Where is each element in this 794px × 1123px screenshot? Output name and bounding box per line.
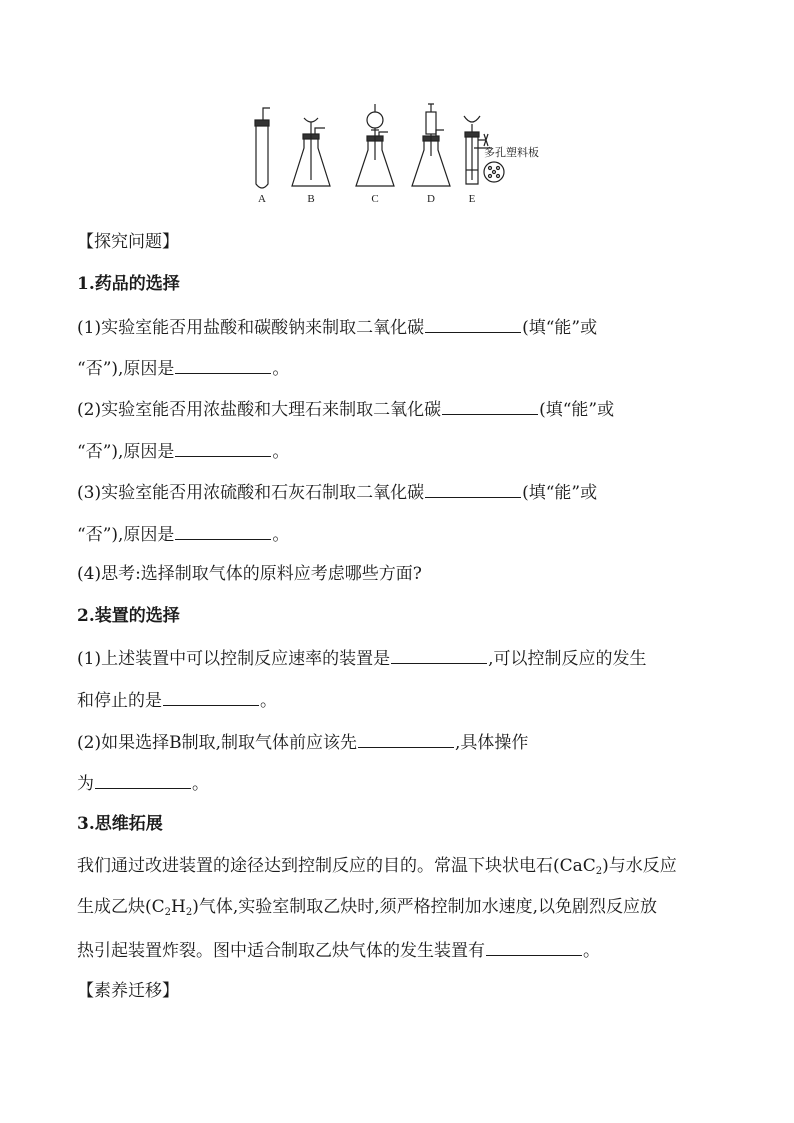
label-a: A bbox=[258, 193, 266, 205]
answer-blank[interactable] bbox=[358, 731, 454, 748]
paragraph-3-line-3: 热引起装置炸裂。图中适合制取乙炔气体的发生装置有 。 bbox=[77, 941, 600, 961]
label-d: D bbox=[427, 193, 435, 205]
section-3-title: 3.思维拓展 bbox=[77, 814, 163, 834]
label-e: E bbox=[468, 193, 476, 205]
question-2-1-cont: 和停止的是 。 bbox=[77, 691, 277, 711]
question-1-4: (4)思考:选择制取气体的原料应考虑哪些方面? bbox=[77, 564, 422, 584]
answer-blank[interactable] bbox=[95, 772, 191, 789]
paragraph-3-line-1: 我们通过改进装置的途径达到控制反应的目的。常温下块状电石(CaC$_2$)与水反应 bbox=[77, 856, 677, 877]
question-2-2: (2)如果选择B制取,制取气体前应该先 ,具体操作 bbox=[77, 733, 529, 753]
question-1-1-cont: “否”),原因是 。 bbox=[77, 359, 290, 379]
answer-blank[interactable] bbox=[425, 481, 521, 498]
apparatus-d-flask-icon bbox=[412, 104, 450, 186]
answer-blank[interactable] bbox=[442, 398, 538, 415]
section-1-title: 1.药品的选择 bbox=[77, 274, 180, 294]
question-1-1: (1)实验室能否用盐酸和碳酸钠来制取二氧化碳 (填“能”或 bbox=[77, 318, 598, 338]
answer-blank[interactable] bbox=[425, 316, 521, 333]
section-2-title: 2.装置的选择 bbox=[77, 606, 180, 626]
apparatus-figure bbox=[230, 100, 560, 208]
question-1-2: (2)实验室能否用浓盐酸和大理石来制取二氧化碳 (填“能”或 bbox=[77, 400, 615, 420]
section-transfer-heading: 【素养迁移】 bbox=[77, 981, 179, 1001]
porous-plate-annotation: 多孔塑料板 bbox=[484, 146, 539, 159]
answer-blank[interactable] bbox=[391, 647, 487, 664]
question-1-3-cont: “否”),原因是 。 bbox=[77, 525, 290, 545]
question-2-2-cont: 为 。 bbox=[77, 774, 209, 794]
answer-blank[interactable] bbox=[175, 440, 271, 457]
answer-blank[interactable] bbox=[175, 357, 271, 374]
answer-blank[interactable] bbox=[163, 689, 259, 706]
apparatus-c-flask-icon bbox=[356, 104, 394, 186]
answer-blank[interactable] bbox=[175, 523, 271, 540]
answer-blank[interactable] bbox=[486, 939, 582, 956]
question-2-1: (1)上述装置中可以控制反应速率的装置是 ,可以控制反应的发生 bbox=[77, 649, 647, 669]
paragraph-3-line-2: 生成乙炔$(C_2H_2)$气体,实验室制取乙炔时,须严格控制加水速度,以免剧烈反应放 bbox=[77, 897, 658, 918]
question-1-3: (3)实验室能否用浓硫酸和石灰石制取二氧化碳 (填“能”或 bbox=[77, 483, 598, 503]
apparatus-a-test-tube-icon bbox=[255, 108, 270, 188]
question-1-2-cont: “否”),原因是 。 bbox=[77, 442, 290, 462]
section-explore-heading: 【探究问题】 bbox=[77, 232, 179, 252]
apparatus-b-flask-icon bbox=[292, 118, 330, 186]
label-c: C bbox=[371, 193, 379, 205]
label-b: B bbox=[307, 193, 315, 205]
